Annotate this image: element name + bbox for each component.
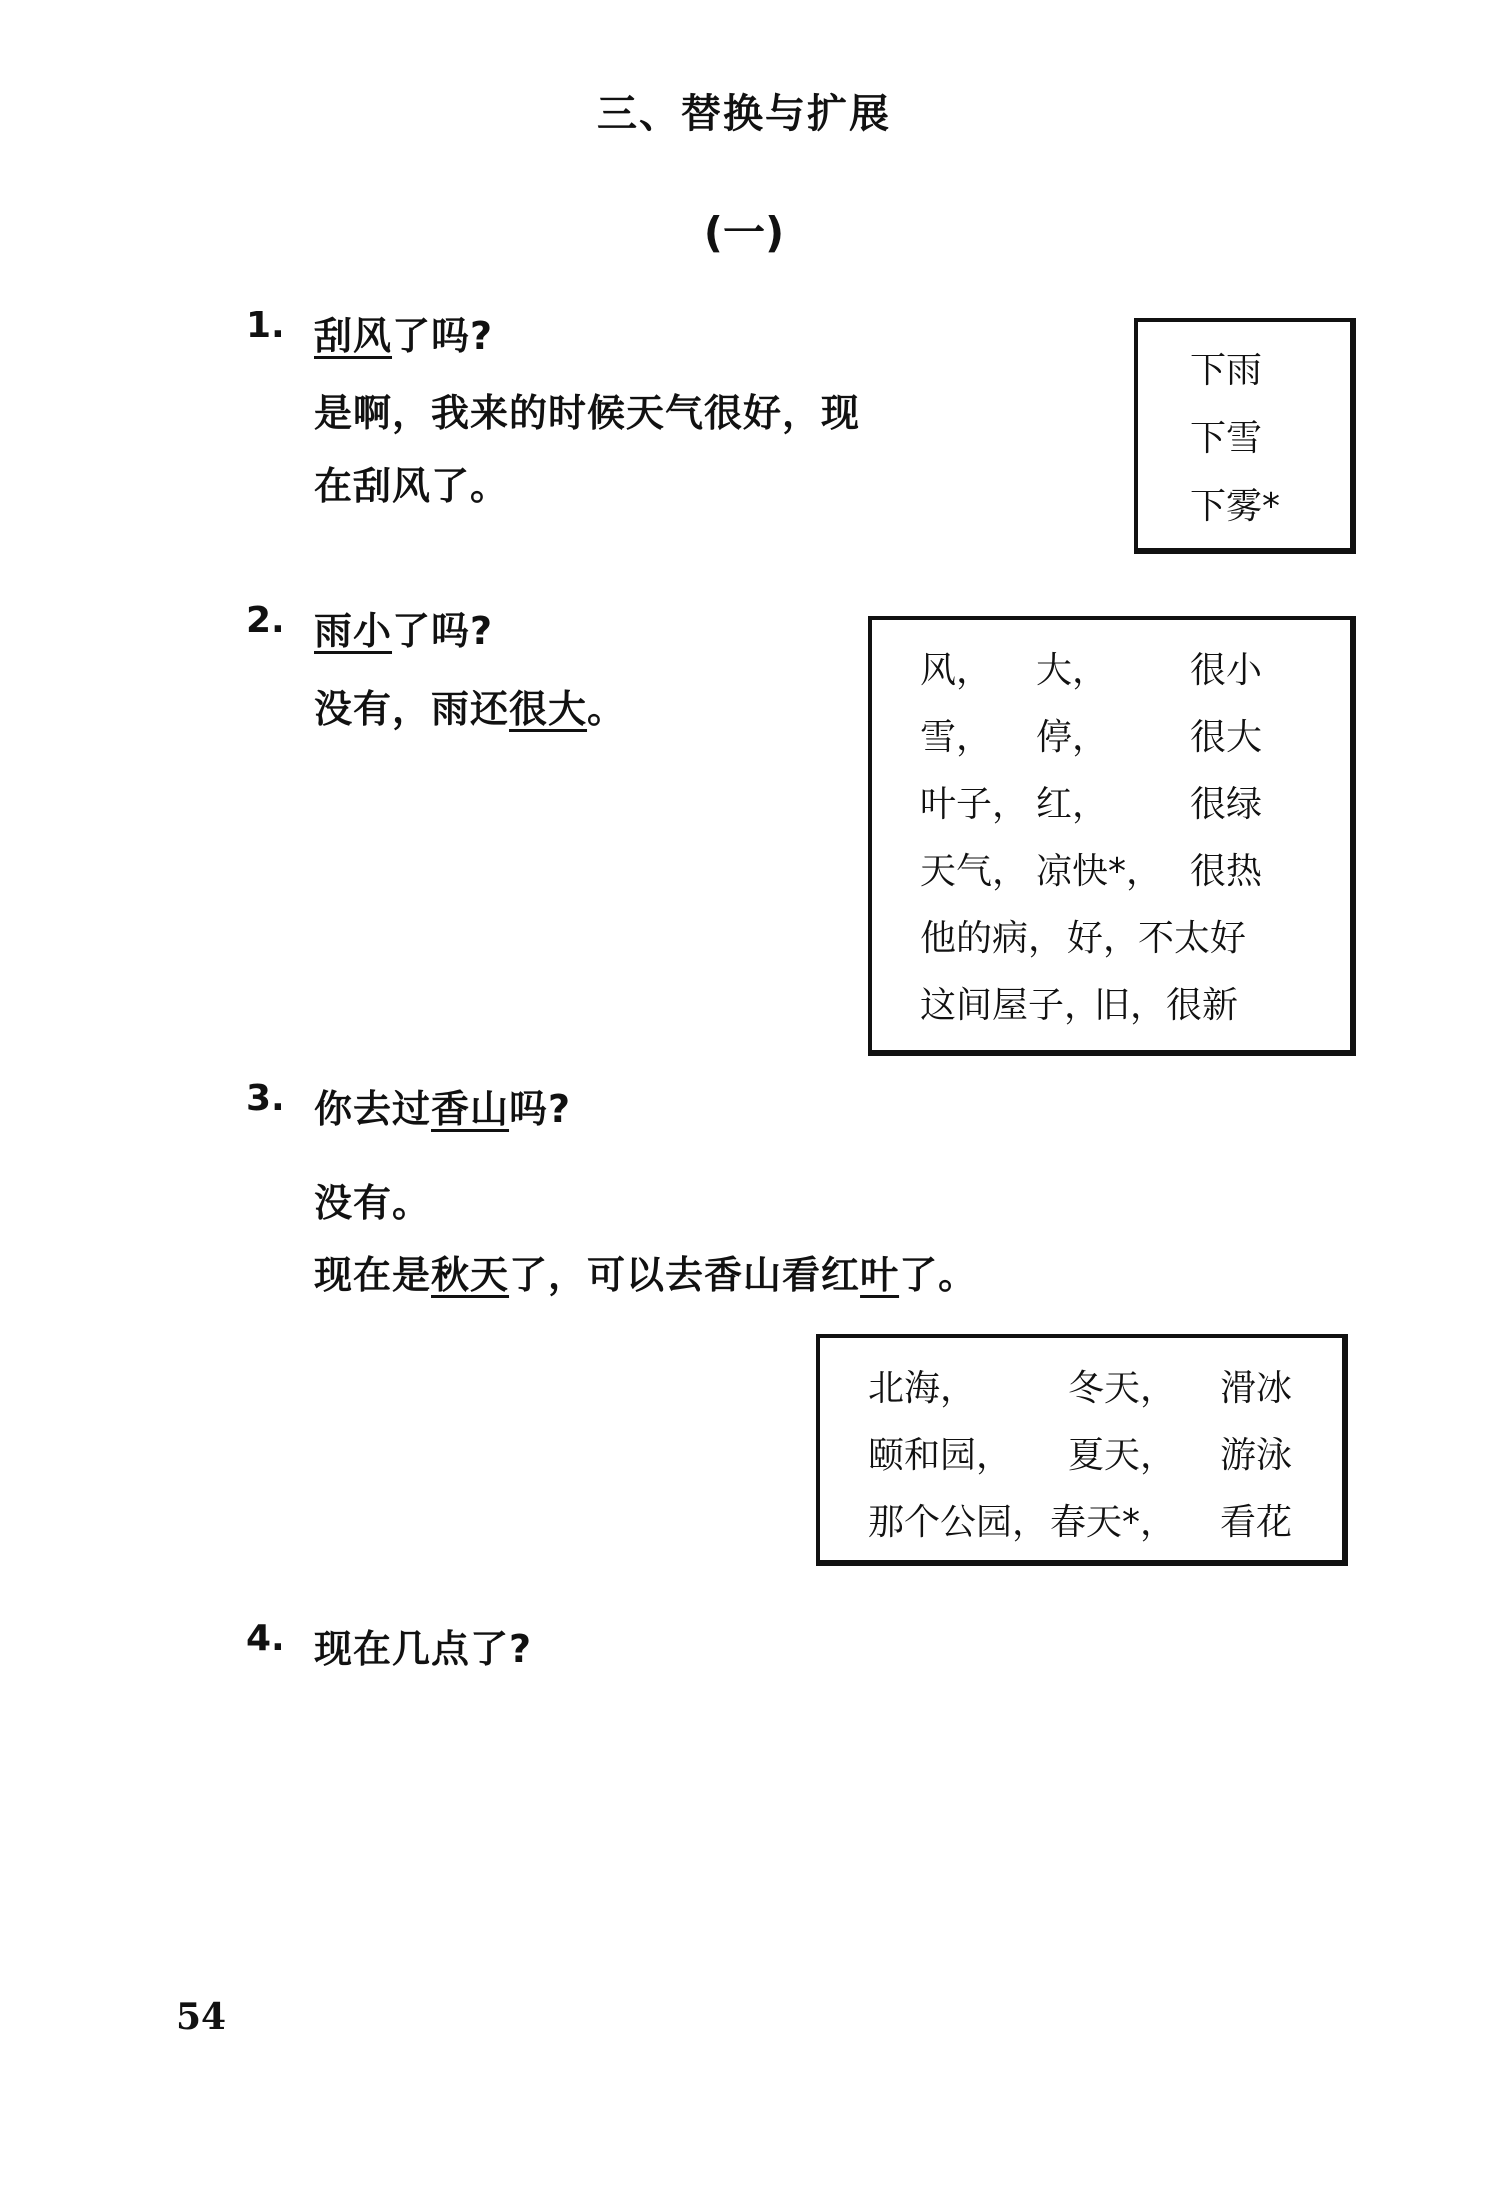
page-number: 54 — [176, 1996, 227, 2038]
exercise-3-substitution-box — [816, 1334, 1348, 1566]
box-3-cell: 游泳 — [1220, 1435, 1293, 1476]
exercise-4-number: 4. — [246, 1618, 285, 1659]
exercise-1-answer-line-2: 在刮风了。 — [314, 464, 510, 508]
box-2-cell: 大， — [1036, 650, 1109, 691]
exercise-3-number: 3. — [246, 1078, 285, 1119]
exercise-1-substitution-box — [1134, 318, 1356, 554]
exercise-4-question: 现在几点了? — [314, 1627, 533, 1671]
section-title: 三、替换与扩展 — [597, 91, 891, 137]
exercise-3-answer-2 — [314, 1244, 977, 1299]
exercise-2-substitution-box — [868, 616, 1356, 1056]
exercise-2-answer-key: 很大 — [509, 687, 588, 731]
exercise-3-question-pre: 你去过 — [314, 1087, 432, 1131]
exercise-2-answer-pre: 没有，雨还 — [314, 687, 510, 731]
exercise-2-question — [314, 600, 493, 655]
box-3-cell: 滑冰 — [1220, 1368, 1293, 1409]
exercise-3-answer-1: 没有。 — [314, 1181, 432, 1225]
box-3-cell: 那个公园， — [868, 1502, 1049, 1543]
exercise-3-answer-2-key-1: 秋天 — [431, 1253, 510, 1297]
exercise-3-question-rest: 吗? — [509, 1087, 572, 1131]
box-3-cell: 夏天， — [1068, 1435, 1177, 1476]
box-1-item: 下雪 — [1190, 418, 1263, 459]
box-2-cell: 不太好 — [1138, 918, 1247, 959]
box-2-cell: 很新 — [1166, 985, 1239, 1026]
exercise-1-number: 1. — [246, 305, 285, 346]
box-1-item: 下雨 — [1190, 350, 1263, 391]
exercise-1-answer-line-1: 是啊，我来的时候天气很好，现 — [314, 391, 861, 435]
exercise-2-number: 2. — [246, 600, 285, 641]
box-2-cell: 他的病， — [920, 918, 1065, 959]
box-3-cell: 冬天， — [1068, 1368, 1177, 1409]
exercise-3-answer-2-mid: 了，可以去香山看红 — [509, 1253, 861, 1297]
box-2-cell: 叶子， — [920, 784, 1029, 825]
box-2-cell: 凉快*， — [1036, 851, 1163, 892]
box-2-cell: 这间屋子， — [920, 985, 1101, 1026]
exercise-2-question-rest: 了吗? — [392, 609, 494, 653]
box-2-cell: 很小 — [1190, 650, 1263, 691]
box-3-cell: 看花 — [1220, 1502, 1293, 1543]
box-1-item: 下雾* — [1190, 486, 1281, 527]
box-2-cell: 停， — [1036, 717, 1109, 758]
exercise-1-question — [314, 305, 493, 360]
exercise-3-question — [314, 1078, 571, 1133]
box-2-cell: 很绿 — [1190, 784, 1263, 825]
box-3-cell: 颐和园， — [868, 1435, 1013, 1476]
exercise-3-answer-2-post: 了。 — [899, 1253, 978, 1297]
box-2-cell: 很热 — [1190, 851, 1263, 892]
box-2-cell: 好， — [1067, 918, 1140, 959]
box-3-cell: 春天*， — [1050, 1502, 1177, 1543]
exercise-1-question-key: 刮风 — [314, 314, 393, 358]
subsection-title: (一) — [703, 208, 785, 257]
exercise-3-question-key: 香山 — [431, 1087, 510, 1131]
box-2-cell: 旧， — [1094, 985, 1167, 1026]
exercise-3-answer-2-key-2: 叶 — [860, 1253, 900, 1297]
box-3-cell: 北海， — [868, 1368, 977, 1409]
box-2-cell: 红， — [1036, 784, 1109, 825]
box-2-cell: 很大 — [1190, 717, 1263, 758]
exercise-1-question-rest: 了吗? — [392, 314, 494, 358]
box-2-cell: 天气， — [920, 851, 1029, 892]
exercise-2-answer — [314, 678, 626, 733]
exercise-3-answer-2-pre: 现在是 — [314, 1253, 432, 1297]
exercise-2-answer-post: 。 — [587, 687, 627, 731]
box-2-cell: 雪， — [920, 717, 993, 758]
exercise-2-question-key: 雨小 — [314, 609, 393, 653]
box-2-cell: 风， — [920, 650, 993, 691]
